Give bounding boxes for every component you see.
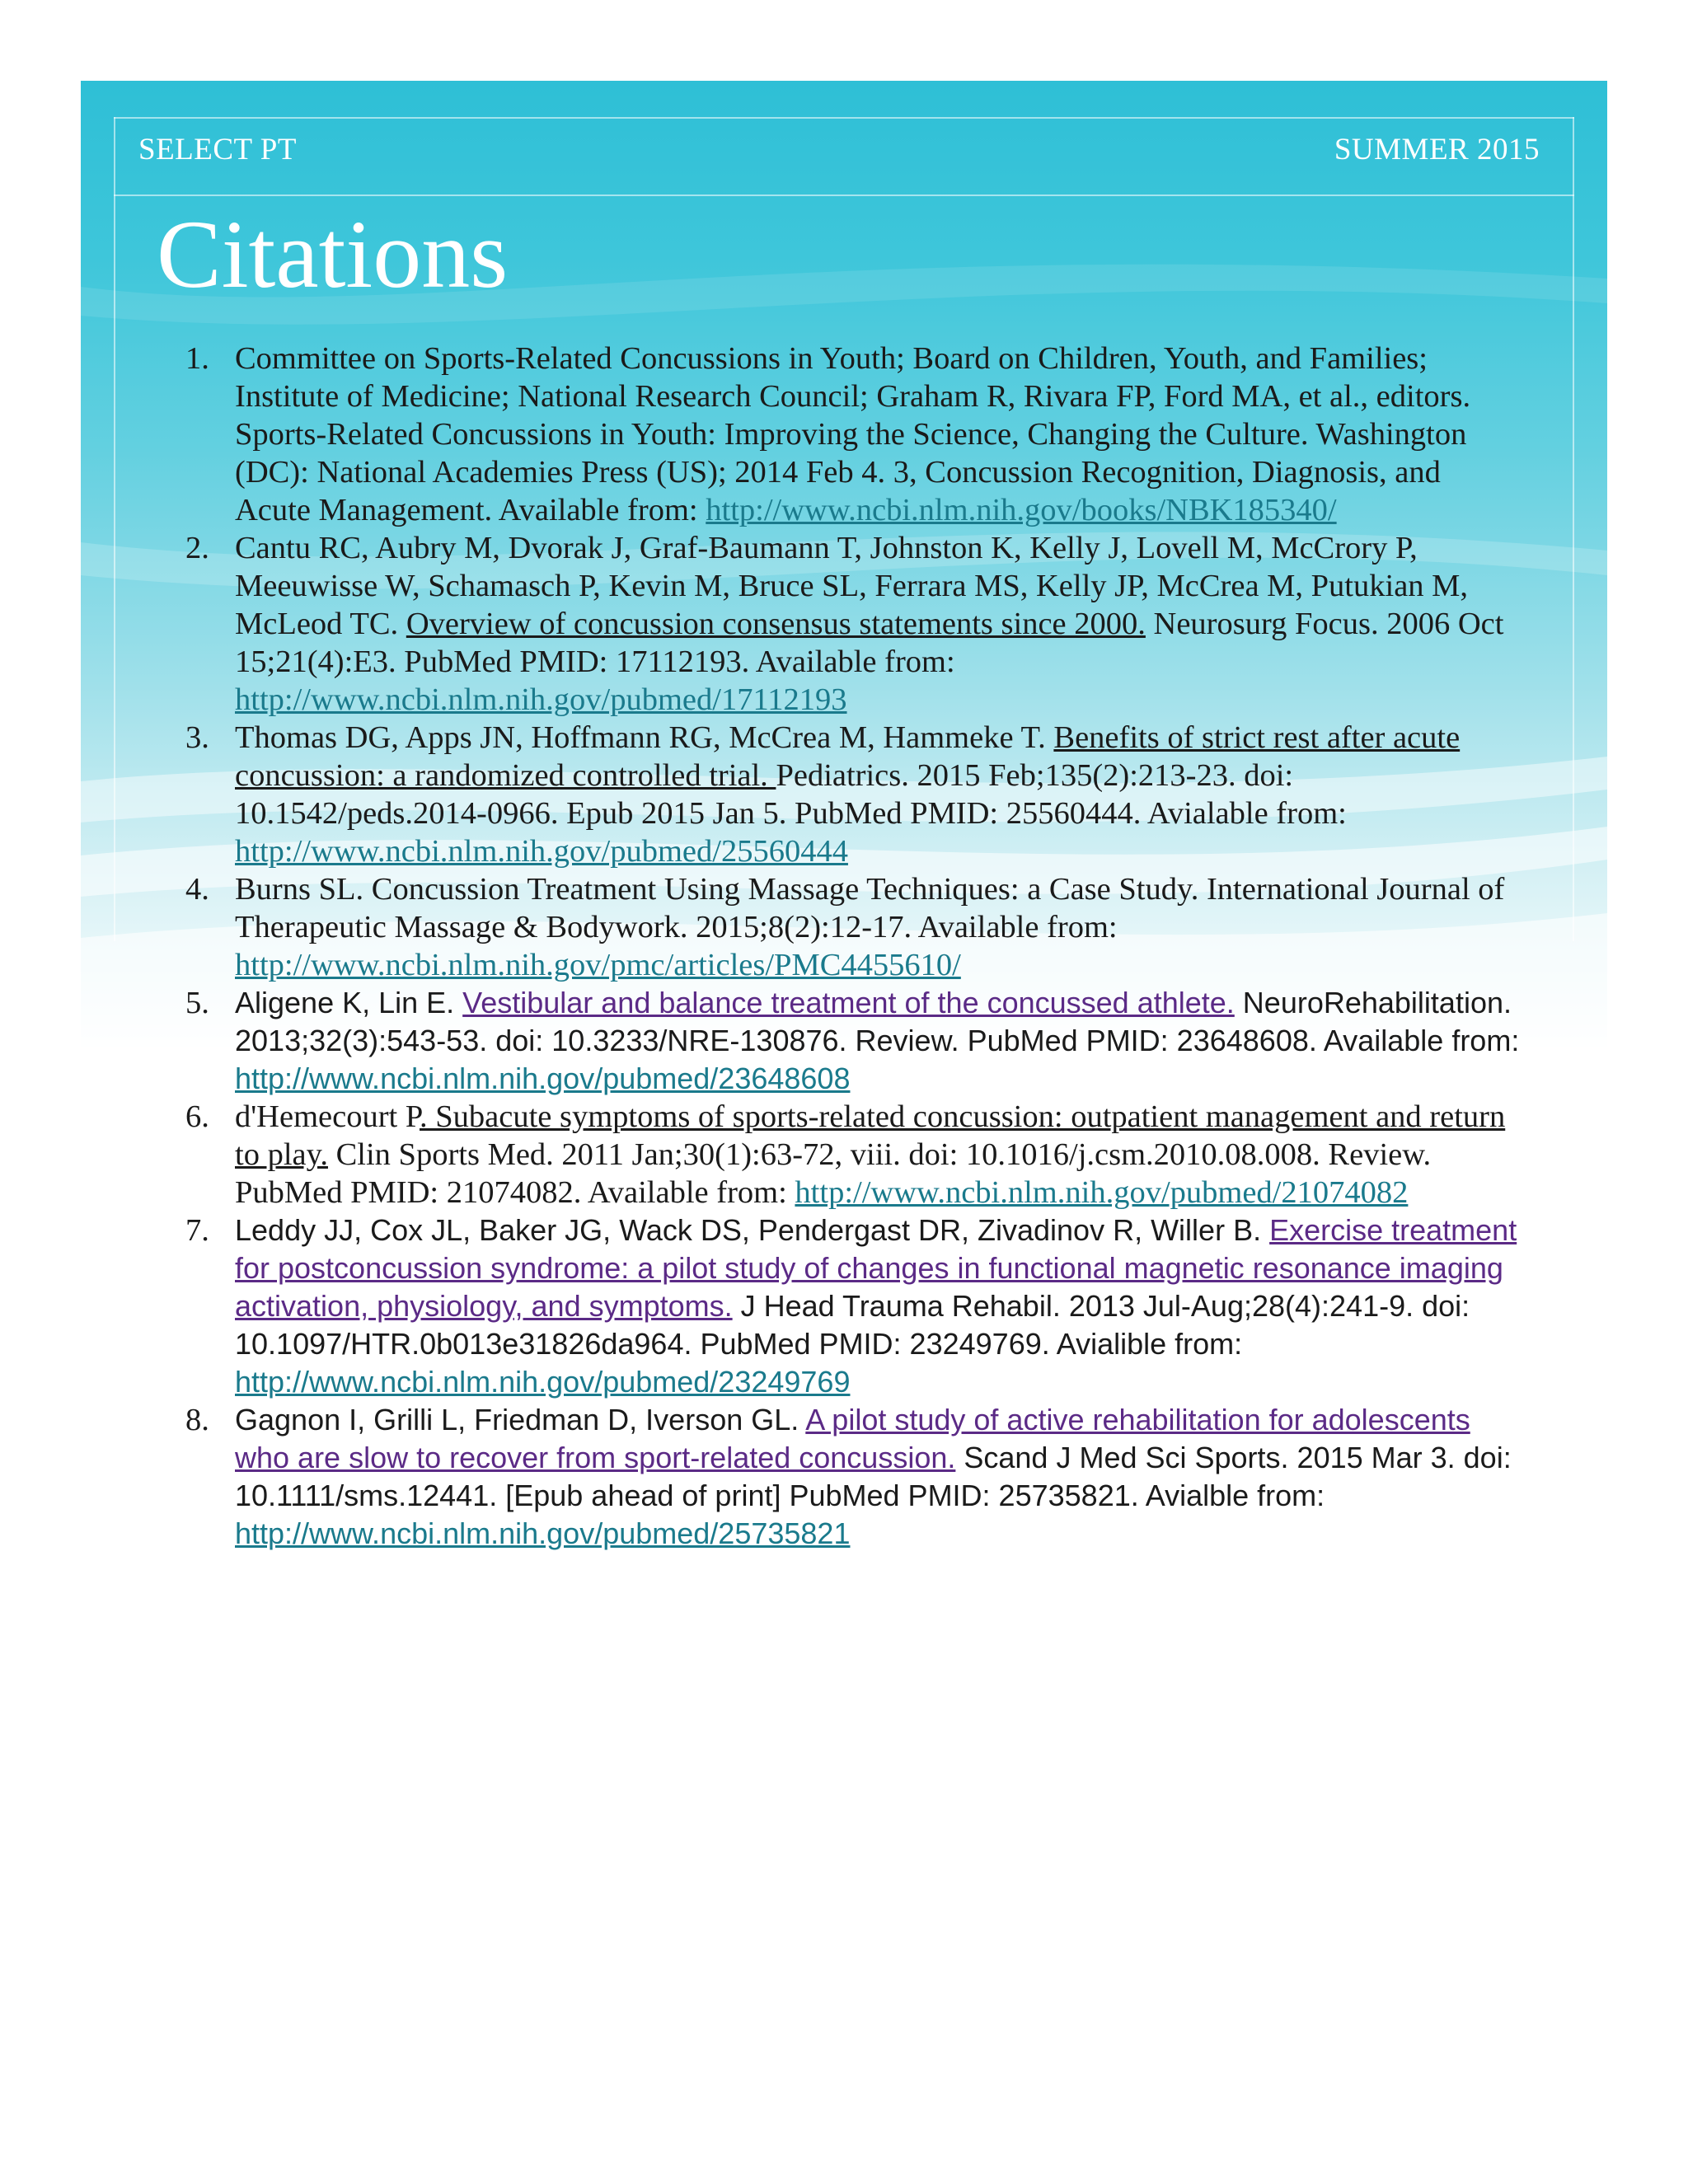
citation-item [185, 340, 1521, 529]
citation-item [185, 719, 1521, 870]
citation-item [185, 870, 1521, 984]
citation-list [185, 340, 1521, 1553]
citation-article-link[interactable]: Benefits of strict rest after acute concussion: a randomized controlled trial. [235, 720, 1461, 793]
citation-source: NeuroRehabilitation. 2013;32(3):543-53. doi: 10.3233/NRE-130876. Review. PubMed PMID: 23648608. Available from: [235, 986, 1520, 1057]
citation-link[interactable]: http://www.ncbi.nlm.nih.gov/pubmed/23249769 [235, 1365, 851, 1399]
publisher-name: SELECT PT [138, 133, 297, 166]
citation-number: 6. [185, 1099, 209, 1134]
citation-item [185, 1212, 1521, 1401]
citation-source: Pediatrics. 2015 Feb;135(2):213-23. doi: 10.1542/peds.2014-0966. Epub 2015 Jan 5. PubMed PMID: 25560444. Avialable from: [235, 758, 1347, 831]
issue-date: SUMMER 2015 [1334, 133, 1540, 166]
citation-number: 4. [185, 872, 209, 907]
citation-item [185, 1401, 1521, 1553]
citation-authors: Gagnon I, Grilli L, Friedman D, Iverson GL. [235, 1403, 806, 1436]
citation-authors: Cantu RC, Aubry M, Dvorak J, Graf-Baumann T, Johnston K, Kelly J, Lovell M, McCrory P, Meeuwisse W, Schamasch P, Kevin M, Bruce SL, Ferrara MS, Kelly JP, McCrea M, Putukian M, McLeod TC. [235, 531, 1469, 641]
citation-item [185, 1098, 1521, 1212]
citation-article-link[interactable]: Vestibular and balance treatment of the concussed athlete. [462, 986, 1235, 1019]
citation-number: 3. [185, 720, 209, 755]
citation-link[interactable]: http://www.ncbi.nlm.nih.gov/pubmed/23648608 [235, 1062, 851, 1095]
citation-number: 8. [185, 1403, 209, 1437]
citation-item [185, 984, 1521, 1098]
citation-authors: Aligene K, Lin E. [235, 986, 463, 1019]
citation-item [185, 529, 1521, 719]
citation-link[interactable]: http://www.ncbi.nlm.nih.gov/pubmed/17112193 [235, 682, 847, 717]
citation-article-link[interactable]: . Subacute symptoms of sports-related concussion: outpatient management and return to play. [235, 1099, 1506, 1172]
citation-article-link[interactable]: Overview of concussion consensus statements since 2000. [406, 607, 1146, 641]
citation-text: Burns SL. Concussion Treatment Using Massage Techniques: a Case Study. International Journal of Therapeutic Massage & Bodywork. 2015;8(2):12-17. Available from: [235, 872, 1505, 944]
citation-source: J Head Trauma Rehabil. 2013 Jul-Aug;28(4):241-9. doi: 10.1097/HTR.0b013e31826da964. PubMed PMID: 23249769. Avialible from: [235, 1289, 1470, 1361]
citation-authors: Leddy JJ, Cox JL, Baker JG, Wack DS, Pendergast DR, Zivadinov R, Willer B. [235, 1213, 1270, 1247]
citation-text: Committee on Sports-Related Concussions in Youth; Board on Children, Youth, and Families; Institute of Medicine; National Research Council; Graham R, Rivara FP, Ford MA, et al., editors. Sports-Related Concussions in Youth: Improving the Science, Changing the Culture. Washington (DC): National Academies Press (US); 2014 Feb 4. 3, Concussion Recognition, Diagnosis, and Acute Management. Available from: [235, 341, 1471, 527]
citation-source: Clin Sports Med. 2011 Jan;30(1):63-72, viii. doi: 10.1016/j.csm.2010.08.008. Review. PubMed PMID: 21074082. Available from: [235, 1137, 1432, 1210]
citation-number: 1. [185, 341, 209, 376]
citation-number: 2. [185, 531, 209, 565]
citation-article-link[interactable]: A pilot study of active rehabilitation for adolescents who are slow to recover from sport-related concussion. [235, 1403, 1470, 1474]
citation-number: 5. [185, 986, 209, 1020]
citation-link[interactable]: http://www.ncbi.nlm.nih.gov/pmc/articles/PMC4455610/ [235, 948, 961, 982]
citation-link[interactable]: http://www.ncbi.nlm.nih.gov/pubmed/21074082 [795, 1175, 1409, 1210]
citation-authors: Thomas DG, Apps JN, Hoffmann RG, McCrea M, Hammeke T. [235, 720, 1054, 755]
citation-link[interactable]: http://www.ncbi.nlm.nih.gov/books/NBK185340/ [706, 493, 1337, 527]
citation-link[interactable]: http://www.ncbi.nlm.nih.gov/pubmed/25735821 [235, 1516, 851, 1550]
citation-number: 7. [185, 1213, 209, 1248]
page-title: Citations [157, 200, 509, 308]
citation-source: Neurosurg Focus. 2006 Oct 15;21(4):E3. PubMed PMID: 17112193. Available from: [235, 607, 1504, 679]
citation-source: Scand J Med Sci Sports. 2015 Mar 3. doi: 10.1111/sms.12441. [Epub ahead of print] PubMed PMID: 25735821. Avialble from: [235, 1441, 1512, 1512]
citation-link[interactable]: http://www.ncbi.nlm.nih.gov/pubmed/25560444 [235, 834, 848, 869]
citation-article-link[interactable]: Exercise treatment for postconcussion syndrome: a pilot study of changes in functional magnetic resonance imaging activation, physiology, and symptoms. [235, 1213, 1517, 1323]
citation-authors: d'Hemecourt P [235, 1099, 420, 1134]
